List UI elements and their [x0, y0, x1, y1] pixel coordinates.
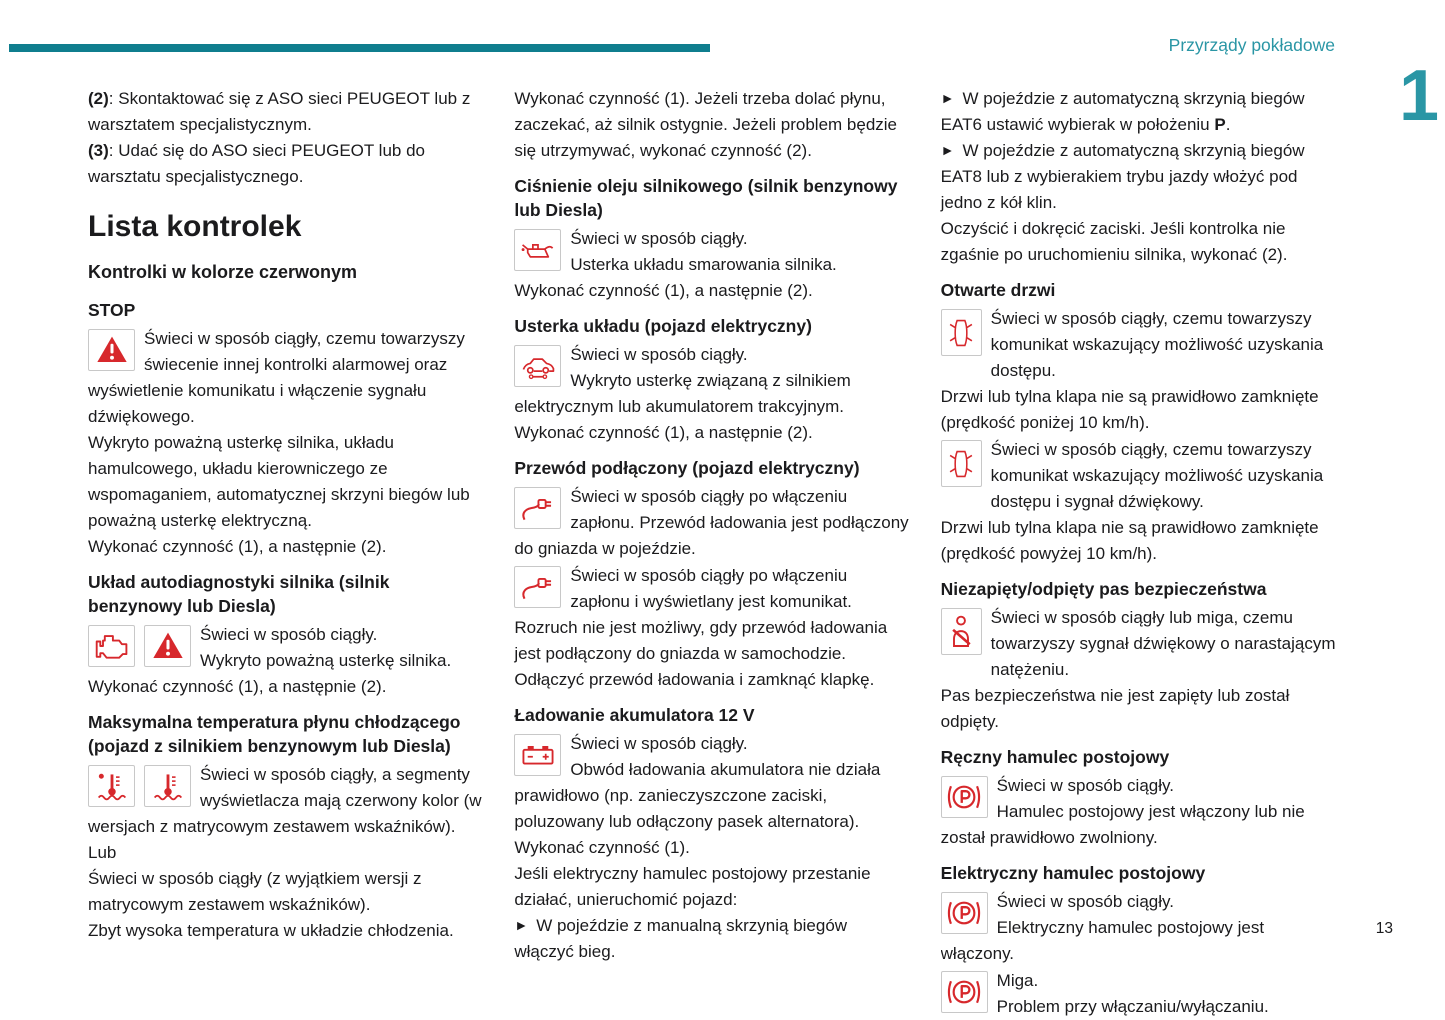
body-text: Świeci w sposób ciągły.: [996, 892, 1174, 911]
note-action-3: [88, 138, 484, 190]
page-number: 13: [1375, 920, 1393, 937]
body-paragraph: Wykonać czynność (1). Jeżeli trzeba dolać płynu, zaczekać, aż silnik ostygnie. Jeżeli problem będzie się utrzymywać, wykonać czynność (2).: [514, 89, 898, 160]
parking-brake-icon: [941, 971, 988, 1013]
body-text: Usterka układu smarowania silnika.: [570, 255, 837, 274]
electric-parking-brake-block-2: [941, 968, 1337, 1020]
body-text: Problem przy włączaniu/wyłączaniu.: [996, 997, 1269, 1016]
body-text: Wykryto poważną usterkę silnika.: [200, 651, 452, 670]
body-text: W pojeździe z manualną skrzynią biegów włączyć bieg.: [514, 916, 848, 961]
heading-engine-diagnostics: Układ autodiagnostyki silnika (silnik benzynowy lub Diesla): [88, 572, 390, 616]
page-title: Lista kontrolek: [88, 210, 302, 243]
chapter-tab-number: 1: [1398, 56, 1439, 136]
heading-seatbelt: Niezapięty/odpięty pas bezpieczeństwa: [940, 579, 1267, 599]
seatbelt-block: [941, 605, 1337, 683]
body-paragraph: Wykonać czynność (1), a następnie (2).: [88, 537, 387, 556]
open-doors-icon: [941, 440, 982, 487]
body-paragraph: Drzwi lub tylna klapa nie są prawidłowo zamknięte (prędkość poniżej 10 km/h).: [940, 387, 1319, 432]
page-content: [88, 86, 1337, 1020]
heading-coolant-temperature: Maksymalna temperatura płynu chłodzącego (pojazd z silnikiem benzynowym lub Diesla): [88, 712, 461, 756]
body-text: Świeci w sposób ciągły, czemu towarzyszy świecenie innej kontrolki alarmowej oraz wyświetlenie komunikatu i włączenie sygnału dźwiękowego.: [88, 329, 465, 426]
note-text: : Udać się do ASO sieci PEUGEOT lub do warsztatu specjalistycznego.: [88, 141, 425, 186]
body-text: Świeci w sposób ciągły, czemu towarzyszy komunikat wskazujący możliwość uzyskania dostępu i sygnał dźwiękowy.: [990, 440, 1324, 511]
body-paragraph: Lub: [88, 843, 117, 862]
body-paragraph: Jeśli elektryczny hamulec postojowy przestanie działać, unieruchomić pojazd:: [514, 864, 871, 909]
body-paragraph: Wykonać czynność (1), a następnie (2).: [514, 281, 813, 300]
body-text-bold: P: [1214, 115, 1226, 134]
charging-cable-icon: [514, 487, 561, 529]
body-text: Świeci w sposób ciągły, czemu towarzyszy komunikat wskazujący możliwość uzyskania dostępu.: [990, 309, 1324, 380]
section-label: Przyrządy pokładowe: [1168, 35, 1335, 55]
battery-charge-block: [514, 731, 910, 835]
open-doors-block-2: [941, 437, 1337, 515]
note-label: (3): [88, 141, 109, 160]
heading-handbrake: Ręczny hamulec postojowy: [940, 747, 1170, 767]
body-text: Świeci w sposób ciągły.: [570, 229, 748, 248]
bullet-arrow-icon: ►: [514, 917, 529, 933]
bullet-item-manual-gearbox: [514, 913, 910, 965]
column-middle: [514, 86, 910, 1020]
body-paragraph: Pas bezpieczeństwa nie jest zapięty lub został odpięty.: [940, 686, 1290, 731]
heading-stop: STOP: [88, 300, 136, 320]
open-doors-block-1: [941, 306, 1337, 384]
ev-system-fault-block: [514, 342, 910, 420]
heading-open-doors: Otwarte drzwi: [940, 280, 1056, 300]
bullet-item-eat8: [941, 138, 1337, 216]
engine-icon: [88, 625, 135, 667]
body-text: Świeci w sposób ciągły.: [996, 776, 1174, 795]
body-paragraph: Zbyt wysoka temperatura w układzie chłodzenia.: [88, 921, 454, 940]
body-text: Świeci w sposób ciągły, a segmenty wyświetlacza mają czerwony kolor (w wersjach z matrycowym zestawem wskaźników).: [88, 765, 482, 836]
body-paragraph: Świeci w sposób ciągły (z wyjątkiem wersji z matrycowym zestawem wskaźników).: [88, 869, 422, 914]
cable-connected-block-1: [514, 484, 910, 562]
body-paragraph: Drzwi lub tylna klapa nie są prawidłowo zamknięte (prędkość powyżej 10 km/h).: [940, 518, 1319, 563]
column-left: [88, 86, 484, 1020]
body-text: Świeci w sposób ciągły.: [570, 734, 748, 753]
heading-oil-pressure: Ciśnienie oleju silnikowego (silnik benzynowy lub Diesla): [514, 176, 898, 220]
cable-connected-block-2: [514, 563, 910, 615]
coolant-temperature-icon: [144, 765, 191, 807]
charging-cable-icon: [514, 566, 561, 608]
heading-electric-parking-brake: Elektryczny hamulec postojowy: [940, 863, 1206, 883]
body-paragraph: Oczyścić i dokręcić zaciski. Jeśli kontrolka nie zgaśnie po uruchomieniu silnika, wykonać (2).: [940, 219, 1288, 264]
warning-triangle-icon: [144, 625, 191, 667]
header-accent-rule: [9, 44, 710, 52]
oil-pressure-block: [514, 226, 910, 278]
open-doors-icon: [941, 309, 982, 356]
heading-ev-system-fault: Usterka układu (pojazd elektryczny): [514, 316, 812, 336]
body-text: Wykryto usterkę związaną z silnikiem elektrycznym lub akumulatorem trakcyjnym.: [514, 371, 851, 416]
body-paragraph: Wykonać czynność (1), a następnie (2).: [514, 423, 813, 442]
body-text: Świeci w sposób ciągły.: [570, 345, 748, 364]
column-right: [941, 86, 1337, 1020]
body-paragraph: Wykryto poważną usterkę silnika, układu hamulcowego, układu kierowniczego ze wspomaganiem, automatycznej skrzyni biegów lub poważną usterkę elektryczną.: [88, 433, 470, 530]
body-text: Świeci w sposób ciągły.: [200, 625, 378, 644]
note-action-2: [88, 86, 484, 138]
bullet-arrow-icon: ►: [940, 90, 955, 106]
coolant-temperature-block: [88, 762, 484, 840]
section-subtitle: Kontrolki w kolorze czerwonym: [88, 262, 358, 282]
parking-brake-icon: [941, 892, 988, 934]
body-text: Obwód ładowania akumulatora nie działa prawidłowo (np. zanieczyszczone zaciski, poluzowany lub odłączony pasek alternatora).: [514, 760, 881, 831]
bullet-arrow-icon: ►: [940, 142, 955, 158]
body-paragraph: Odłączyć przewód ładowania i zamknąć klapkę.: [514, 670, 875, 689]
body-text: Świeci w sposób ciągły po włączeniu zapłonu. Przewód ładowania jest podłączony do gniazda w pojeździe.: [514, 487, 909, 558]
body-text: Miga.: [996, 971, 1039, 990]
bullet-item-eat6: [941, 86, 1337, 138]
body-paragraph: Wykonać czynność (1).: [514, 838, 690, 857]
coolant-max-temperature-icon: [88, 765, 135, 807]
battery-charge-icon: [514, 734, 561, 776]
body-text: Hamulec postojowy jest włączony lub nie został prawidłowo zwolniony.: [940, 802, 1305, 847]
note-label: (2): [88, 89, 109, 108]
seatbelt-icon: [941, 608, 982, 655]
body-text: .: [1225, 115, 1231, 134]
heading-battery-charge: Ładowanie akumulatora 12 V: [514, 705, 755, 725]
body-text: Elektryczny hamulec postojowy jest włączony.: [940, 918, 1265, 963]
parking-brake-icon: [941, 776, 988, 818]
body-text: W pojeździe z automatyczną skrzynią biegów EAT8 lub z wybierakiem trybu jazdy włożyć pod jedno z kół klin.: [940, 141, 1305, 212]
warning-triangle-icon: [88, 329, 135, 371]
oil-pressure-icon: [514, 229, 561, 271]
heading-cable-connected: Przewód podłączony (pojazd elektryczny): [514, 458, 860, 478]
engine-fault-block: [88, 622, 484, 674]
note-text: : Skontaktować się z ASO sieci PEUGEOT lub z warsztatem specjalistycznym.: [88, 89, 471, 134]
stop-warning-block: [88, 326, 484, 430]
handbrake-block: [941, 773, 1337, 851]
electric-parking-brake-block-1: [941, 889, 1337, 967]
body-paragraph: Rozruch nie jest możliwy, gdy przewód ładowania jest podłączony do gniazda w samochodzie.: [514, 618, 888, 663]
body-text: W pojeździe z automatyczną skrzynią biegów EAT6 ustawić wybierak w położeniu: [940, 89, 1305, 134]
body-paragraph: Wykonać czynność (1), a następnie (2).: [88, 677, 387, 696]
electric-car-service-icon: [514, 345, 561, 387]
body-text: Świeci w sposób ciągły po włączeniu zapłonu i wyświetlany jest komunikat.: [570, 566, 852, 611]
body-text: Świeci w sposób ciągły lub miga, czemu towarzyszy sygnał dźwiękowy o narastającym natężeniu.: [990, 608, 1336, 679]
